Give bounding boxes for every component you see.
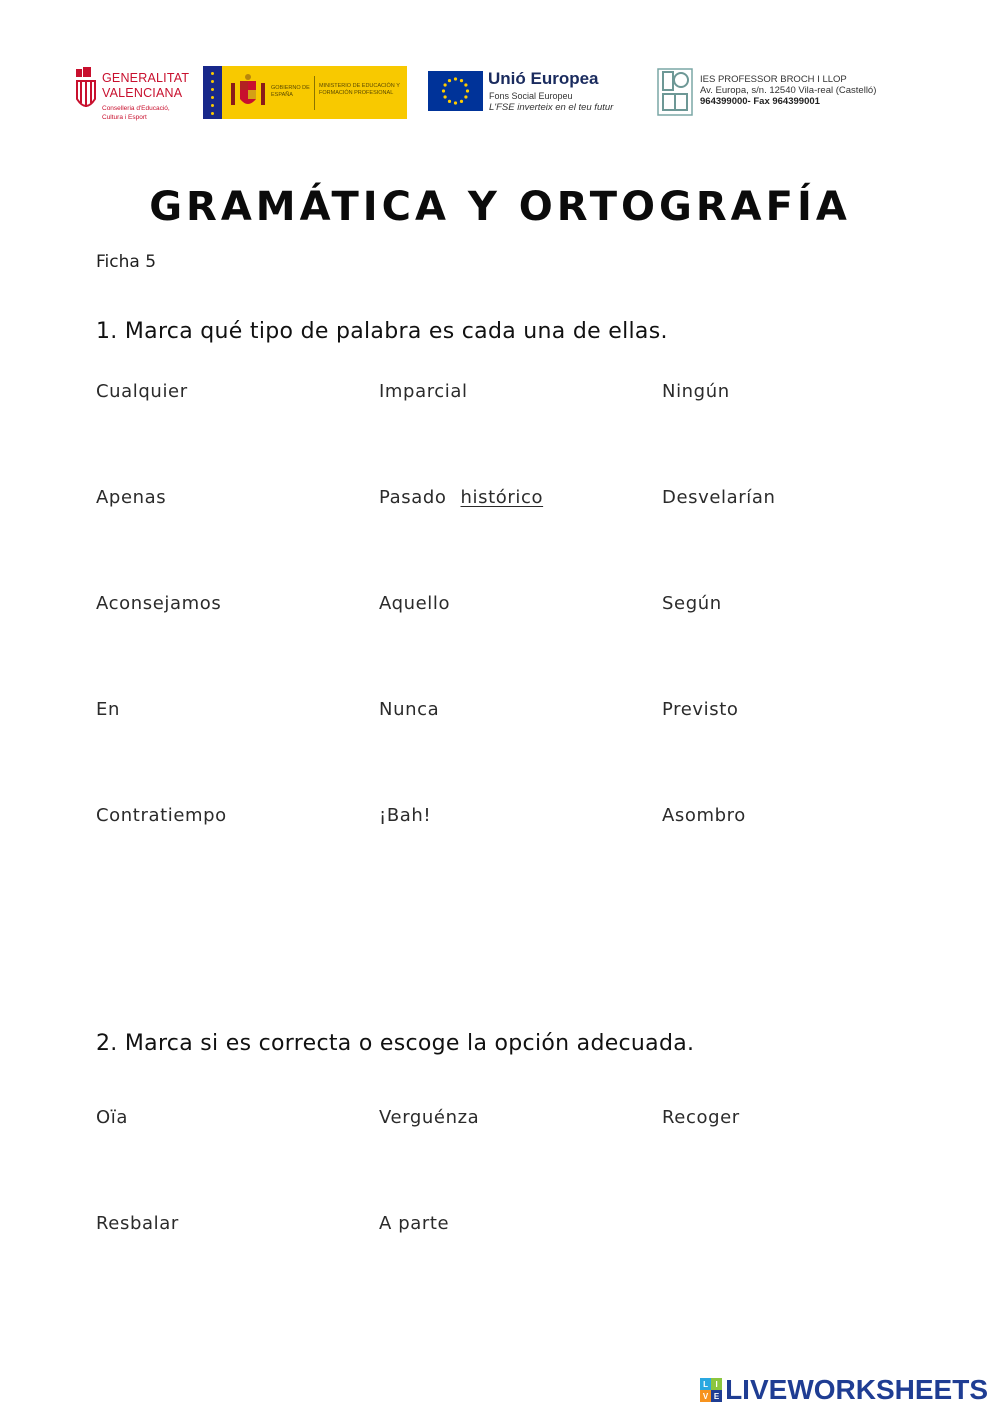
union-europea-logo — [428, 69, 640, 117]
word-item: A parte — [379, 1213, 450, 1234]
ministerio-text: MINISTERIO DE EDUCACIÓN Y FORMACIÓN PROFESIONAL — [319, 83, 400, 96]
eu-flag-icon — [428, 71, 483, 111]
generalitat-line1: GENERALITAT — [102, 71, 190, 85]
liveworksheets-badge-icon — [700, 1378, 722, 1402]
page-title: GRAMÁTICA Y ORTOGRAFÍA — [149, 184, 851, 230]
word-item: ¡Bah! — [379, 805, 432, 826]
spain-stripe — [203, 66, 222, 119]
ies-address: Av. Europa, s/n. 12540 Vila-real (Castelló) — [700, 85, 877, 96]
ies-phone: 964399000- Fax 964399001 — [700, 96, 820, 107]
liveworksheets-wordmark: LIVEWORKSHEETS — [725, 1374, 988, 1405]
eu-title: Unió Europea — [488, 69, 599, 88]
word-item: Pasado — [379, 487, 447, 508]
gobierno-espana-logo — [203, 66, 407, 119]
generalitat-valenciana-logo — [74, 63, 204, 125]
eu-line2: Fons Social Europeu — [489, 91, 573, 101]
generalitat-emblem-icon — [74, 65, 98, 115]
word-item: Imparcial — [379, 381, 468, 402]
word-item: Recoger — [662, 1107, 740, 1128]
badge-letter: L — [700, 1378, 711, 1390]
generalitat-line3: Conselleria d'Educació, — [102, 105, 170, 112]
eu-line3: L'FSE inverteix en el teu futur — [489, 102, 614, 113]
underlined-word: histórico — [460, 487, 544, 508]
word-item: En — [96, 699, 120, 720]
ies-broch-llop-logo — [655, 66, 887, 118]
word-item: Verguénza — [379, 1107, 480, 1128]
word-item: Nunca — [379, 699, 440, 720]
gobierno-divider — [314, 76, 315, 110]
word-item: Según — [662, 593, 722, 614]
spain-coat-of-arms-icon — [229, 73, 267, 113]
generalitat-line4: Cultura i Esport — [102, 114, 147, 121]
word-item: Cualquier — [96, 381, 188, 402]
liveworksheets-logo — [700, 1374, 988, 1406]
word-item: Desvelarían — [662, 487, 776, 508]
ies-name: IES PROFESSOR BROCH I LLOP — [700, 74, 847, 85]
word-item: Ningún — [662, 381, 730, 402]
word-item: Oïa — [96, 1107, 128, 1128]
badge-letter: I — [711, 1378, 722, 1390]
word-item: Apenas — [96, 487, 167, 508]
gobierno-text: GOBIERNO DE ESPAÑA — [271, 85, 310, 98]
word-item: Aconsejamos — [96, 593, 222, 614]
ies-emblem-icon — [655, 66, 695, 118]
word-item: Resbalar — [96, 1213, 179, 1234]
badge-letter: E — [711, 1390, 722, 1402]
question-1: 1. Marca qué tipo de palabra es cada una de ellas. — [96, 319, 668, 344]
word-item: Previsto — [662, 699, 739, 720]
generalitat-line2: VALENCIANA — [102, 86, 183, 100]
question-2: 2. Marca si es correcta o escoge la opción adecuada. — [96, 1031, 695, 1056]
worksheet-number: Ficha 5 — [96, 252, 157, 272]
header-logos — [0, 0, 1000, 140]
badge-letter: V — [700, 1390, 711, 1402]
word-item: Aquello — [379, 593, 451, 614]
word-item: Contratiempo — [96, 805, 227, 826]
word-item: Asombro — [662, 805, 746, 826]
word-item-pasado-historico — [379, 487, 543, 508]
